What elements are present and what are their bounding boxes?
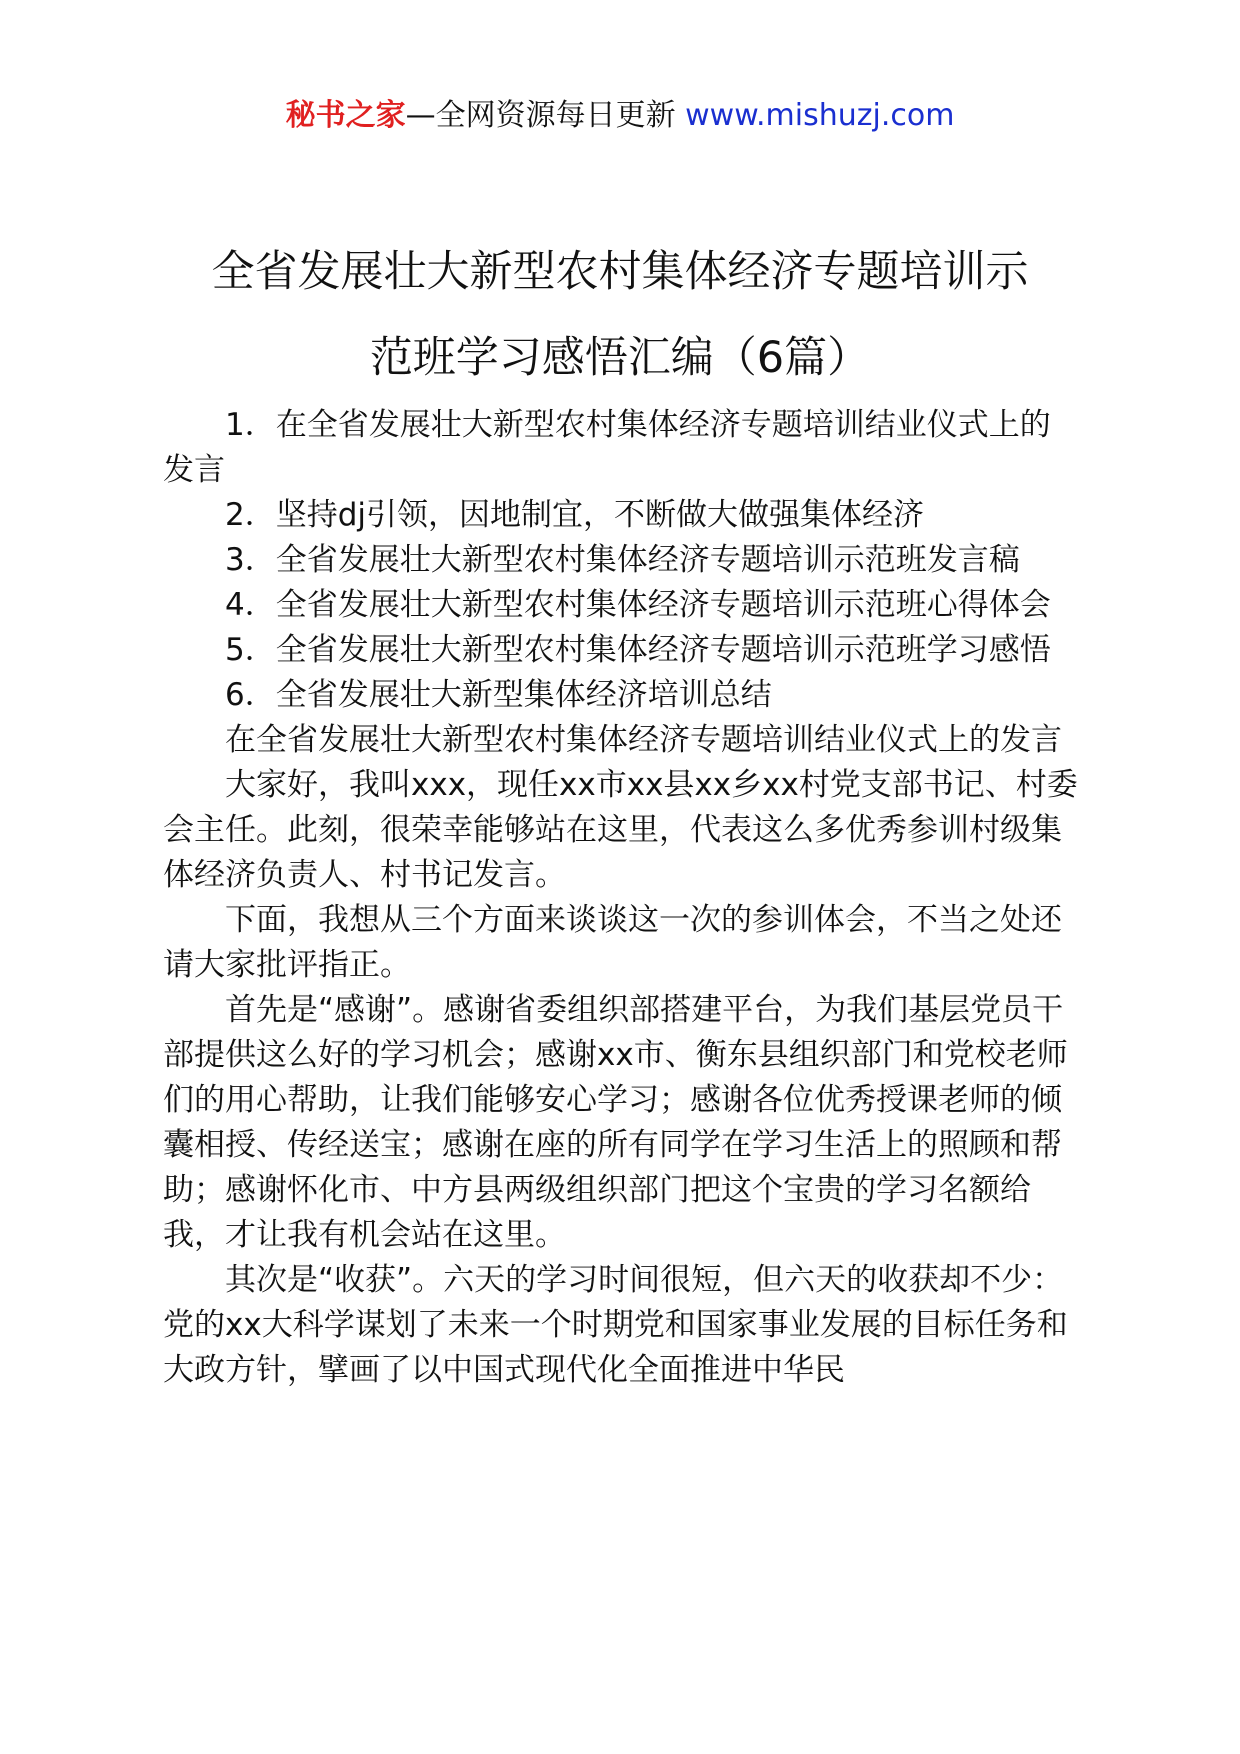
paragraph-intro: 下面，我想从三个方面来谈谈这一次的参训体会，不当之处还请大家批评指正。 xyxy=(163,902,1062,983)
toc-item-1: 1．在全省发展壮大新型农村集体经济专题培训结业仪式上的发言 xyxy=(163,407,1051,488)
document-title-line-2: 范班学习感悟汇编（6篇） xyxy=(369,333,871,383)
toc-item-2: 2．坚持dj引领，因地制宜，不断做大做强集体经济 xyxy=(225,497,925,533)
document-title-line-1: 全省发展壮大新型农村集体经济专题培训示 xyxy=(211,247,1029,297)
site-brand: 秘书之家 xyxy=(285,98,406,133)
toc-item-3: 3．全省发展壮大新型农村集体经济专题培训示范班发言稿 xyxy=(225,542,1020,578)
site-tagline: —全网资源每日更新 xyxy=(405,98,686,133)
site-url-link[interactable]: www.mishuzj.com xyxy=(685,98,955,133)
site-header xyxy=(0,96,1240,136)
toc-item-4: 4．全省发展壮大新型农村集体经济专题培训示范班心得体会 xyxy=(225,587,1051,623)
section-heading: 在全省发展壮大新型农村集体经济专题培训结业仪式上的发言 xyxy=(225,722,1062,758)
paragraph-thanks: 首先是“感谢”。感谢省委组织部搭建平台，为我们基层党员干部提供这么好的学习机会；感谢xx市、衡东县组织部门和党校老师们的用心帮助，让我们能够安心学习；感谢各位优秀授课老师的倾囊相授、传经送宝；感谢在座的所有同学在学习生活上的照顾和帮助；感谢怀化市、中方县两级组织部门把这个宝贵的学习名额给我，才让我有机会站在这里。 xyxy=(163,992,1068,1253)
toc-item-6: 6．全省发展壮大新型集体经济培训总结 xyxy=(225,677,772,713)
document-content xyxy=(163,403,1081,1393)
paragraph-greeting: 大家好，我叫xxx，现任xx市xx县xx乡xx村党支部书记、村委会主任。此刻，很荣幸能够站在这里，代表这么多优秀参训村级集体经济负责人、村书记发言。 xyxy=(163,767,1078,893)
paragraph-gains: 其次是“收获”。六天的学习时间很短，但六天的收获却不少：党的xx大科学谋划了未来一个时期党和国家事业发展的目标任务和大政方针，擘画了以中国式现代化全面推进中华民 xyxy=(163,1262,1068,1388)
toc-item-5: 5．全省发展壮大新型农村集体经济专题培训示范班学习感悟 xyxy=(225,632,1051,668)
